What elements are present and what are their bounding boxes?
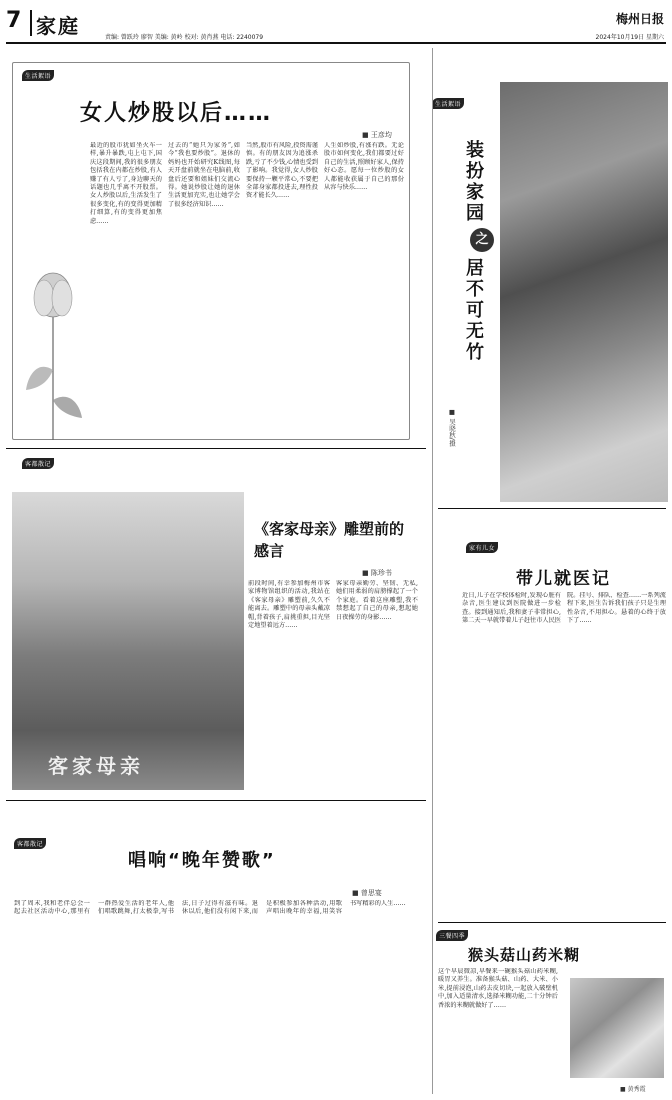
- lotus-illustration: [18, 250, 88, 440]
- headline-connector-circle: [470, 228, 494, 252]
- column-tag-statue: 客都散记: [22, 458, 54, 469]
- byline-recipe: ■ 黄秀霞: [620, 1086, 646, 1093]
- article-body-stocks-col1: 最近的股市犹如坐火车一样,暴升暴跌,屯上屯下,国庆这段期间,我的很多朋友包括我在内都在炒股,有人赚了有人亏了,身边聊天的话题也几乎离不开股票。女人炒股以后,生活发生了很多变化,有的变得更加精打细算,有的变得更加焦虑……: [90, 142, 162, 225]
- column-tag-bamboo: 生活絮语: [432, 98, 464, 109]
- headline-recipe: 猴头菇山药米糊: [468, 946, 581, 964]
- masthead-divider: [30, 10, 32, 36]
- column-separator-right: [432, 48, 433, 1094]
- headline-connector: 之: [475, 232, 489, 247]
- article-body-stocks-col4: 人生如炒股,有涨有跌。无论股市如何变化,我们都要过好自己的生活,照顾好家人,保持好心态。愿每一位炒股的女人都能收获属于自己的那份从容与快乐……: [324, 142, 404, 192]
- article-body-song: 到了周末,我和老伴总会一起去社区活动中心,那里有一群热爱生活的老年人,他们唱歌跳舞,打太极拳,写书法,日子过得有滋有味。退休以后,他们没有闲下来,而是积极参加各种活动,用歌声唱出晚年的幸福,用笑容书写精彩的人生……: [14, 900, 406, 916]
- column-tag-song: 客都散记: [14, 838, 46, 849]
- date-line: 2024年10月19日 星期六: [595, 34, 664, 41]
- page-number: 7: [6, 8, 22, 33]
- byline-song: ■ 曾思宴: [352, 889, 382, 897]
- section-divider-bottom: [6, 800, 426, 801]
- statue-inscription: 客家母亲: [48, 754, 144, 778]
- byline-statue: ■ 陈珍书: [362, 569, 392, 577]
- article-body-statue-col2: 客家母亲勤劳、坚韧、无私,她们用柔弱的肩膀撑起了一个个家庭。看着这座雕塑,我不禁想起了自己的母亲,想起她日夜操劳的身影……: [336, 580, 418, 621]
- column-tag-hospital: 家有儿女: [466, 542, 498, 553]
- article-body-statue-col1: 前段时间,有幸参加梅州市客家博物馆组织的活动,我站在《客家母亲》雕塑前,久久不能离去。雕塑中的母亲头戴凉帽,背着孩子,肩挑重担,目光坚定地望着远方……: [248, 580, 330, 630]
- headline-statue: 《客家母亲》雕塑前的感言: [254, 520, 405, 560]
- statue-photo: [12, 492, 244, 790]
- byline-bamboo: ■ 吴晓秋/摄: [448, 408, 456, 447]
- article-body-hospital: 近日,儿子在学校体检时,发现心脏有杂音,医生建议到医院做进一步检查。接到通知后,我和妻子非常担心,第二天一早就带着儿子赶往市人民医院。挂号、排队、检查……一系列流程下来,医生告诉我们孩子只是生理性杂音,不用担心。悬着的心终于放下了……: [462, 592, 666, 625]
- newspaper-logo: 梅州日报: [615, 12, 664, 26]
- headline-bamboo-part2: 居不可无竹: [463, 258, 484, 363]
- headline-song: 唱响“晚年赞歌”: [128, 850, 276, 871]
- rice-paste-photo: [570, 978, 664, 1078]
- headline-stocks: 女人炒股以后……: [80, 101, 273, 126]
- headline-hospital: 带儿就医记: [516, 569, 611, 589]
- staff-line: 责编: 曾跃玲 廖智 美编: 黄岭 校对: 黄肖燕 电话: 2240079: [105, 34, 264, 41]
- section-divider-right: [438, 508, 666, 509]
- section-title: 家庭: [36, 14, 80, 38]
- garden-photo: [500, 82, 668, 502]
- article-body-stocks-col3: 当然,股市有风险,投资需谨慎。有的朋友因为追涨杀跌,亏了不少钱,心情也受到了影响。我觉得,女人炒股要保持一颗平常心,不要把全部身家都投进去,理性投资才能长久……: [246, 142, 318, 200]
- article-body-recipe: 这个早晨微凉,早餐来一碗猴头菇山药米糊,暖胃又养生。准备猴头菇、山药、大米、小米,提前浸泡,山药去皮切块,一起放入破壁机中,加入适量清水,选择米糊功能,二十分钟后香浓的米糊就做好了……: [438, 968, 558, 1009]
- headline-bamboo-part1: 装扮家园: [463, 140, 484, 224]
- article-body-stocks-col2: 过去的“她只为家务”,如今“我也要炒股”。退休的妈妈也开始研究K线图,每天开盘前就坐在电脑前,收盘后还要和姐妹们交流心得。她说炒股让她的退休生活更加充实,也让她学会了很多经济知识……: [168, 142, 240, 208]
- masthead-rule: [6, 42, 666, 44]
- byline-stocks: ■ 王彦均: [362, 131, 392, 139]
- section-divider-mid: [6, 448, 426, 449]
- column-tag-stocks: 生活絮语: [22, 70, 54, 81]
- section-divider-recipe: [438, 922, 666, 923]
- column-tag-recipe: 三餐四季: [436, 930, 468, 941]
